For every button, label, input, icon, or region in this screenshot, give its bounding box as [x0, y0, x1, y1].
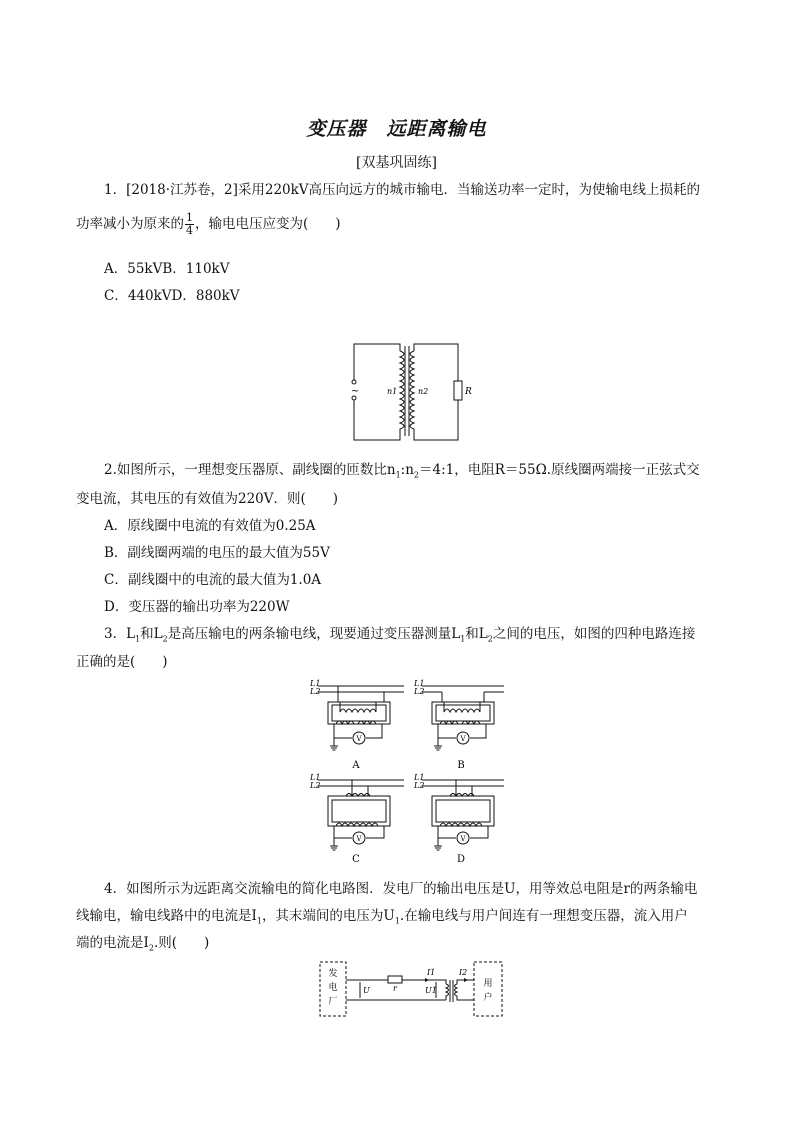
q4-line-3: [76, 931, 209, 953]
q4-line-1: 4．如图所示为远距离交流输电的简化电路图．发电厂的输出电压是U，用等效总电阻是r的两条输电: [104, 881, 698, 897]
resistance-label: r: [393, 984, 397, 993]
section-subtitle: [双基巩固练]: [356, 155, 437, 171]
line-label-l2: L2: [310, 687, 321, 696]
user-char: 户: [483, 993, 493, 1003]
subscript: 1: [460, 634, 466, 644]
q3-line-1-a: 3．L: [104, 626, 136, 642]
fraction: [185, 212, 194, 237]
ac-source-symbol: ~: [351, 386, 360, 397]
q1-line-2-post: ，输电电压应变为( ): [195, 216, 341, 232]
q4-line-2: [76, 904, 688, 926]
q3-line-1: [104, 622, 695, 644]
line-label-l1: L1: [414, 773, 425, 782]
line-label-l2: L2: [310, 781, 321, 790]
fraction-denominator: 4: [186, 224, 193, 237]
voltmeter-symbol: V: [460, 735, 466, 743]
q1-option-cd: C．440kVD．880kV: [104, 288, 240, 304]
current-label-i1: I1: [427, 968, 436, 977]
q1-line-1: 1．[2018·江苏卷，2]采用220kV高压向远方的城市输电．当输送功率一定时，为使输电线上损耗的: [104, 182, 701, 198]
plant-char: 厂: [328, 997, 338, 1007]
option-label-c: C: [352, 854, 360, 865]
plant-char: 发: [328, 969, 338, 979]
subscript: 1: [395, 470, 401, 480]
q4-line-2-b: ，其末端间的电压为U: [261, 908, 395, 924]
voltmeter-symbol: V: [356, 735, 362, 743]
voltmeter-symbol: V: [460, 835, 466, 843]
plant-char: 电: [328, 983, 338, 993]
page-title: 变压器 远距离输电: [306, 118, 487, 140]
fraction-numerator: 1: [186, 211, 193, 224]
subscript: 2: [148, 943, 154, 953]
option-label-b: B: [457, 760, 465, 771]
transformer-figure: [340, 336, 470, 446]
circuit-options-figure: [306, 676, 506, 870]
secondary-turns-label: n2: [418, 387, 429, 396]
q2-line-1-a: 2.如图所示，一理想变压器原、副线圈的匝数比n: [104, 462, 396, 478]
q3-line-1-d: 和L: [465, 626, 488, 642]
q4-line-3-b: .则( ): [153, 935, 210, 951]
line-label-l2: L2: [414, 687, 425, 696]
q2-line-1-c: ＝4:1，电阻R＝55Ω.原线圈两端接一正弦式交: [419, 462, 700, 478]
voltage-label-u1: U1: [425, 986, 437, 995]
q2-option-d: D．变压器的输出功率为220W: [104, 599, 290, 615]
q4-line-2-c: .在输电线与用户间连有一理想变压器，流入用户: [399, 908, 688, 924]
line-label-l2: L2: [414, 781, 425, 790]
q2-option-b: B．副线圈两端的电压的最大值为55V: [104, 545, 330, 561]
q2-line-1-b: :n: [400, 462, 414, 478]
q3-line-1-e: 之间的电压，如图的四种电路连接: [492, 626, 696, 642]
current-label-i2: I2: [459, 968, 468, 977]
q3-line-2: 正确的是( ): [76, 654, 168, 670]
subscript: 2: [487, 634, 493, 644]
subscript: 1: [135, 634, 141, 644]
resistor-label: R: [465, 387, 472, 397]
q2-line-1: [104, 458, 700, 480]
option-label-a: A: [352, 760, 360, 771]
q2-option-c: C．副线圈中的电流的最大值为1.0A: [104, 572, 322, 588]
subscript: 1: [394, 916, 400, 926]
line-label-l1: L1: [310, 773, 321, 782]
subscript: 2: [162, 634, 168, 644]
q3-line-1-c: 是高压输电的两条输电线，现要通过变压器测量L: [167, 626, 461, 642]
q3-line-1-b: 和L: [140, 626, 163, 642]
voltmeter-symbol: V: [356, 835, 362, 843]
q4-line-2-a: 线输电，输电线路中的电流是I: [76, 908, 257, 924]
q4-line-3-a: 端的电流是I: [76, 935, 149, 951]
line-label-l1: L1: [414, 679, 425, 688]
q2-option-a: A．原线圈中电流的有效值为0.25A: [104, 518, 316, 534]
subscript: 2: [413, 470, 420, 480]
q1-line-2-pre: 功率减小为原来的: [76, 216, 184, 232]
subscript: 1: [256, 916, 262, 926]
option-label-d: D: [456, 854, 466, 865]
line-label-l1: L1: [310, 679, 321, 688]
q1-option-ab: A．55kVB．110kV: [104, 261, 230, 277]
q1-line-2: [76, 212, 341, 237]
q2-line-2: 变电流，其电压的有效值为220V．则( ): [76, 491, 339, 507]
transmission-figure: [316, 958, 506, 1020]
user-char: 用: [483, 979, 493, 989]
primary-turns-label: n1: [387, 387, 398, 396]
voltage-label: U: [363, 986, 370, 995]
